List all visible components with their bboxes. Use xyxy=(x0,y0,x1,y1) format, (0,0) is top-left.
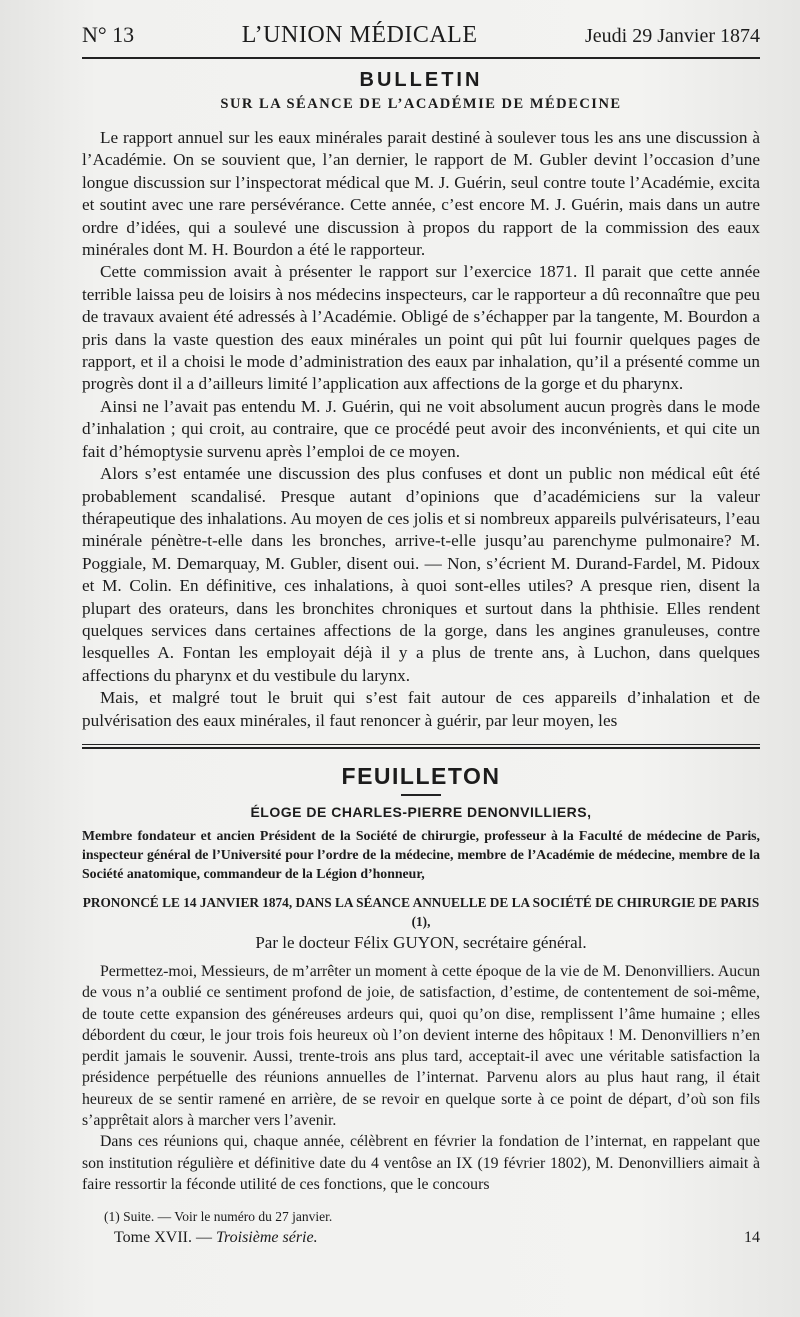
footnote: (1) Suite. — Voir le numéro du 27 janvier. xyxy=(104,1209,333,1225)
serie-label: Troisième série. xyxy=(215,1229,318,1247)
bulletin-paragraph: Mais, et malgré tout le bruit qui s’est fait autour de ces appareils d’inhalation et de pulvérisation des eaux minérales, il faut renoncer à guérir, par leur moyen, les xyxy=(82,688,760,730)
feuilleton-title: FEUILLETON xyxy=(341,762,501,789)
bulletin-subtitle: SUR LA SÉANCE DE L’ACADÉMIE DE MÉDECINE xyxy=(220,96,622,112)
title-divider xyxy=(401,794,441,796)
page-number: 14 xyxy=(744,1229,760,1247)
issue-date: Jeudi 29 Janvier 1874 xyxy=(585,25,760,47)
bulletin-paragraph: Cette commission avait à présenter le rapport sur l’exercice 1871. Il parait que cette année terrible laissa peu de loisirs à nos médecins inspecteurs, car le rapporteur a dû reconnaître que peu de travaux avaient été adressés à l’Académie. Obligé de s’échapper par la tangente, M. Bourdon a pris dans la vaste question des eaux minérales un point qui pût lui fournir quelques pages de rapport, et il a choisi le mode d’administration des eaux par inhalation, qu’il a présenté comme un progrès dont il a d’ailleurs limité l’application aux affections de la gorge et du pharynx. xyxy=(82,262,760,394)
page-header xyxy=(82,22,760,57)
eloge-description: Membre fondateur et ancien Président de la Société de chirurgie, professeur à la Faculté de médecine de Paris, inspecteur général de l’Université pour l’ordre de la médecine, membre de l’Académie de médecine, membre de la Société anatomique, commandeur de la Légion d’honneur, xyxy=(82,827,760,881)
section-separator xyxy=(82,744,760,749)
bulletin-paragraph: Ainsi ne l’avait pas entendu M. J. Guérin, qui ne voit absolument aucun progrès dans le mode d’inhalation ; qui croit, au contraire, que ce procédé peut avoir des inconvénients, et qui cite un fait d’hémoptysie survenu après l’emploi de ce moyen. xyxy=(82,396,760,461)
tome-info xyxy=(114,1229,318,1247)
bulletin-paragraph: Le rapport annuel sur les eaux minérales parait destiné à soulever tous les ans une discussion à l’Académie. On se souvient que, l’an dernier, le rapport de M. Gubler devint l’occasion d’une longue discussion sur l’inspectorat médical que M. J. Guérin, seul contre toute l’Académie, excita et soutint avec une rare persévérance. Cette année, c’est encore M. J. Guérin, mais dans un autre ordre d’idées, qui a soulevé une discussion à propos du rapport de la commission des eaux minérales dont M. H. Bourdon a été le rapporteur. xyxy=(82,128,760,260)
tome-label: Tome XVII. — xyxy=(114,1229,212,1247)
feuilleton-paragraph: Dans ces réunions qui, chaque année, célèbrent en février la fondation de l’internat, en rappelant que son institution régulière et définitive date du 4 ventôse an IX (19 février 1802), M. Denonvilliers aimait à faire ressortir la féconde utilité de ces fonctions, que le concours xyxy=(82,1133,760,1193)
feuilleton-paragraph: Permettez-moi, Messieurs, de m’arrêter un moment à cette époque de la vie de M. Denonvilliers. Aucun de vous n’a oublié ce sentiment profond de joie, de satisfaction, d’estime, de contentement de soi-même, de toute cette expansion des généreuses ardeurs qui, quoi qu’on dise, remplissent l’âme humaine ; elles débordent du cœur, le jour trois fois heureux où l’on devient interne des hôpitaux ! M. Denonvilliers n’en perdit jamais le souvenir. Aussi, trente-trois ans plus tard, acceptait-il avec une véritable satisfaction la présidence perpétuelle des réunions annuelles de l’internat. Parvenu alors au plus haut rang, il était heureux de se sentir ramené en arrière, de se revoir en quelque sorte à ce point de départ, d’où son fils s’apprêtait alors à marcher vers l’avenir. xyxy=(82,962,760,1130)
prononce-line: PRONONCÉ LE 14 JANVIER 1874, DANS LA SÉANCE ANNUELLE DE LA SOCIÉTÉ DE CHIRURGIE DE PARIS (1), xyxy=(82,894,760,929)
eloge-title: ÉLOGE DE CHARLES-PIERRE DENONVILLIERS, xyxy=(250,803,592,820)
page-footer xyxy=(114,1229,760,1247)
journal-title: L’UNION MÉDICALE xyxy=(241,22,478,48)
issue-number: N° 13 xyxy=(82,22,135,47)
header-rule xyxy=(82,57,760,59)
author-line: Par le docteur Félix GUYON, secrétaire général. xyxy=(255,932,587,952)
bulletin-paragraph: Alors s’est entamée une discussion des plus confuses et dont un public non médical eût été probablement scandalisé. Presque autant d’opinions que d’académiciens sur la valeur thérapeutique des inhalations. Au moyen de ces jolis et si nombreux appareils pulvérisateurs, l’eau minérale pénètre-t-elle dans les bronches, arrive-t-elle jusqu’au parenchyme pulmonaire? M. Poggiale, M. Demarquay, M. Gubler, disent oui. — Non, s’écrient M. Durand-Fardel, M. Pidoux et M. Colin. En définitive, ces inhalations, à quoi sont-elles utiles? A presque rien, disent la plupart des orateurs, dans les bronchites chroniques et surtout dans la phthisie. Elles rendent quelques services dans certaines affections de la gorge, dans les angines granuleuses, contre lesquelles A. Fontan les employait déjà il y a plus de trente ans, à Luchon, dans quelques affections du pharynx et du vestibule du larynx. xyxy=(82,464,760,685)
bulletin-section xyxy=(82,69,760,732)
bulletin-title: BULLETIN xyxy=(359,69,483,91)
feuilleton-section xyxy=(82,763,760,1247)
